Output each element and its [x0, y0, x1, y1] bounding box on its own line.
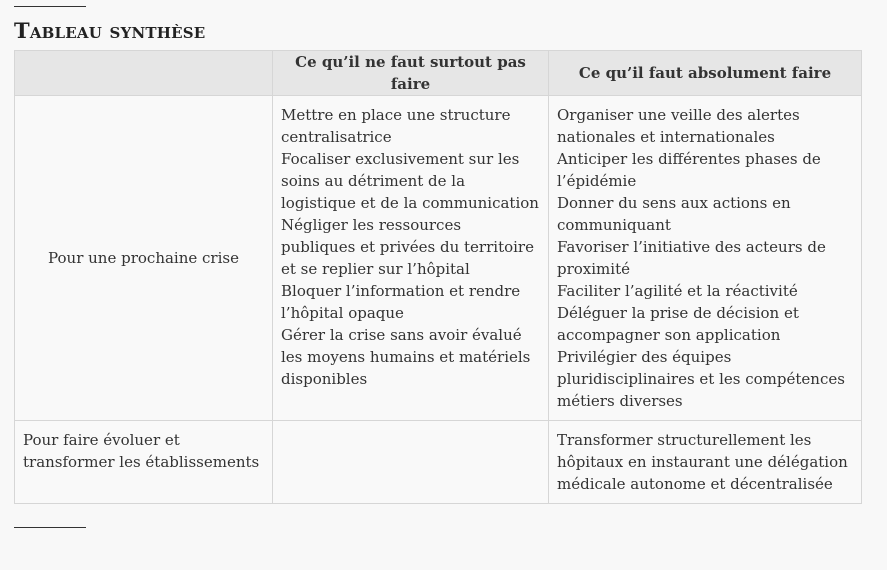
section-title: Tableau synthèse	[14, 18, 206, 43]
do-item: Déléguer la prise de décision et accompagner son application	[557, 304, 799, 344]
do-item: Donner du sens aux actions en communiquant	[557, 194, 791, 234]
top-divider	[14, 6, 86, 7]
dont-item: Bloquer l’information et rendre l’hôpital opaque	[281, 282, 521, 322]
dont-item: Focaliser exclusivement sur les soins au détriment de la logistique et de la communication	[281, 150, 539, 212]
dont-cell	[273, 96, 549, 421]
do-item: Organiser une veille des alertes nationales et internationales	[557, 106, 800, 146]
header-dont: Ce qu’il ne faut surtout pas faire	[273, 51, 549, 96]
bottom-divider	[14, 527, 86, 528]
dont-item: Mettre en place une structure centralisatrice	[281, 106, 511, 146]
synthesis-table	[14, 50, 862, 504]
row-label: Pour une prochaine crise	[15, 96, 273, 421]
table-row	[15, 421, 862, 504]
do-item: Privilégier des équipes pluridisciplinaires et les compétences métiers diverses	[557, 348, 845, 410]
row-label: Pour faire évoluer et transformer les établissements	[15, 421, 273, 504]
do-cell	[549, 96, 862, 421]
do-item: Anticiper les différentes phases de l’épidémie	[557, 150, 821, 190]
do-item: Transformer structurellement les hôpitaux en instaurant une délégation médicale autonome et décentralisée	[557, 431, 848, 493]
table-header-row	[15, 51, 862, 96]
dont-item: Gérer la crise sans avoir évalué les moyens humains et matériels disponibles	[281, 326, 531, 388]
table-row	[15, 96, 862, 421]
do-item: Favoriser l’initiative des acteurs de proximité	[557, 238, 826, 278]
header-do: Ce qu’il faut absolument faire	[549, 51, 862, 96]
header-empty-cell	[15, 51, 273, 96]
do-cell	[549, 421, 862, 504]
dont-item: Négliger les ressources publiques et privées du territoire et se replier sur l’hôpital	[281, 216, 534, 278]
do-item: Faciliter l’agilité et la réactivité	[557, 282, 798, 300]
dont-cell-empty	[273, 421, 549, 504]
